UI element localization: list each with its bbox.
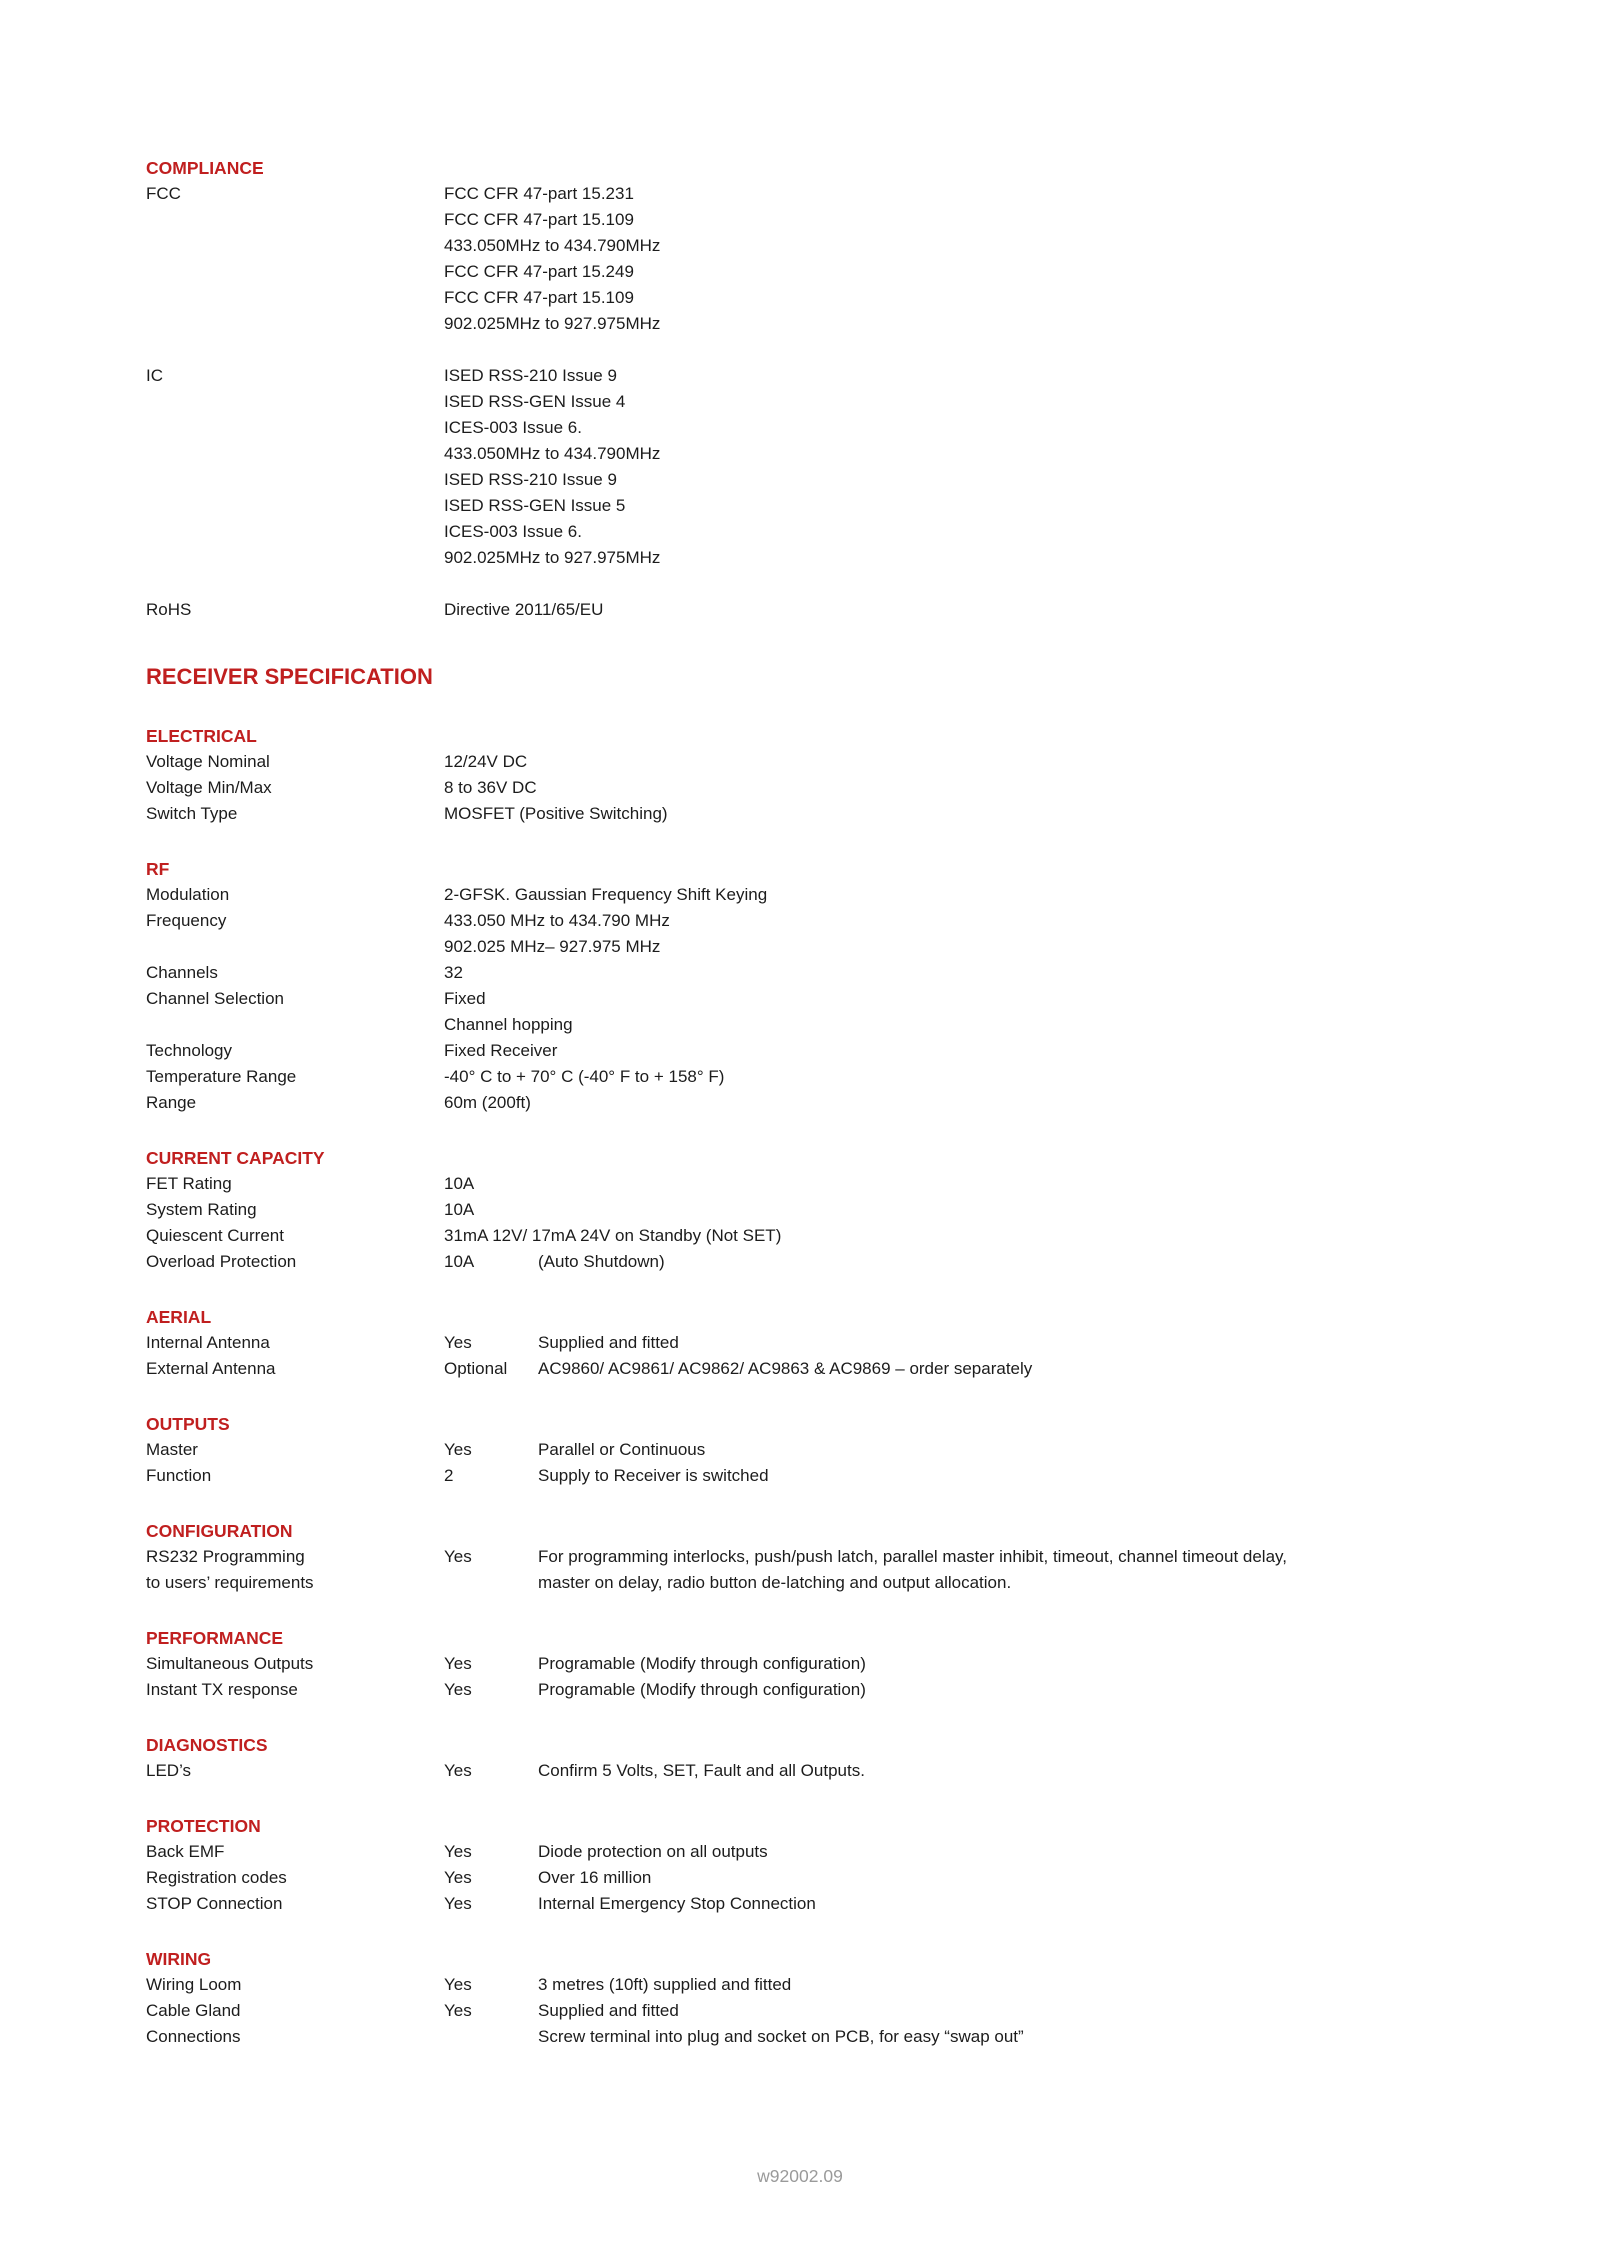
spec-row — [146, 233, 1550, 259]
spec-row — [146, 1197, 1550, 1223]
row-detail: Programable (Modify through configuration) — [538, 1654, 866, 1673]
section-performance — [146, 1625, 1550, 1703]
row-value: Yes — [444, 1654, 472, 1673]
row-value: -40° C to + 70° C (-40° F to + 158° F) — [444, 1067, 725, 1086]
row-label: FET Rating — [146, 1174, 232, 1193]
row-label: Instant TX response — [146, 1680, 298, 1699]
row-detail: Supply to Receiver is switched — [538, 1466, 769, 1485]
row-value: Channel hopping — [444, 1015, 573, 1034]
section-electrical — [146, 723, 1550, 827]
spec-row — [146, 1570, 1550, 1596]
row-value: 10A — [444, 1200, 475, 1219]
spec-row — [146, 1437, 1550, 1463]
spec-row — [146, 1463, 1550, 1489]
row-label: Cable Gland — [146, 2001, 241, 2020]
row-label: Master — [146, 1440, 198, 1459]
spec-row — [146, 882, 1550, 908]
row-label: RS232 Programming — [146, 1547, 305, 1566]
spec-row — [146, 207, 1550, 233]
section-heading: CONFIGURATION — [146, 1521, 293, 1541]
section-rf — [146, 856, 1550, 1116]
row-detail: master on delay, radio button de-latching and output allocation. — [538, 1573, 1012, 1592]
row-value: Directive 2011/65/EU — [444, 600, 604, 619]
row-label: Registration codes — [146, 1868, 287, 1887]
row-value: 31mA 12V/ 17mA 24V on Standby (Not SET) — [444, 1226, 782, 1245]
row-detail: 3 metres (10ft) supplied and fitted — [538, 1975, 792, 1994]
row-value: Fixed Receiver — [444, 1041, 558, 1060]
spec-row — [146, 545, 1550, 571]
row-label: System Rating — [146, 1200, 257, 1219]
row-value: FCC CFR 47-part 15.231 — [444, 184, 634, 203]
section-configuration — [146, 1518, 1550, 1596]
section-heading: WIRING — [146, 1949, 212, 1969]
row-value: ICES-003 Issue 6. — [444, 418, 582, 437]
section-heading-compliance: COMPLIANCE — [146, 158, 264, 178]
spec-row — [146, 960, 1550, 986]
row-value: FCC CFR 47-part 15.109 — [444, 210, 634, 229]
row-value: ISED RSS-210 Issue 9 — [444, 470, 617, 489]
spec-row — [146, 1651, 1550, 1677]
row-label: Range — [146, 1093, 197, 1112]
row-value: MOSFET (Positive Switching) — [444, 804, 668, 823]
row-value: Yes — [444, 1333, 472, 1352]
section-heading: PROTECTION — [146, 1816, 261, 1836]
row-detail: (Auto Shutdown) — [538, 1252, 665, 1271]
spec-row — [146, 1891, 1550, 1917]
row-label: to users’ requirements — [146, 1573, 314, 1592]
spec-row — [146, 1758, 1550, 1784]
row-label: IC — [146, 366, 163, 385]
row-label: Voltage Nominal — [146, 752, 270, 771]
document-content — [146, 155, 1550, 2050]
row-detail: Supplied and fitted — [538, 1333, 679, 1352]
section-outputs — [146, 1411, 1550, 1489]
spec-row — [146, 1064, 1550, 1090]
row-value: Yes — [444, 1975, 472, 1994]
row-label: Frequency — [146, 911, 227, 930]
spec-row — [146, 934, 1550, 960]
row-value: 433.050 MHz to 434.790 MHz — [444, 911, 670, 930]
row-value: Yes — [444, 1440, 472, 1459]
row-value: Fixed — [444, 989, 486, 1008]
row-label: Channels — [146, 963, 218, 982]
spec-row — [146, 1839, 1550, 1865]
spec-row — [146, 389, 1550, 415]
row-value: 60m (200ft) — [444, 1093, 531, 1112]
section-current-capacity — [146, 1145, 1550, 1275]
row-label: Overload Protection — [146, 1252, 297, 1271]
row-value: Yes — [444, 1842, 472, 1861]
row-value: 2-GFSK. Gaussian Frequency Shift Keying — [444, 885, 768, 904]
row-detail: Parallel or Continuous — [538, 1440, 706, 1459]
row-value: ISED RSS-210 Issue 9 — [444, 366, 617, 385]
row-label: Quiescent Current — [146, 1226, 284, 1245]
section-heading: DIAGNOSTICS — [146, 1735, 268, 1755]
spec-row — [146, 1972, 1550, 1998]
section-heading: ELECTRICAL — [146, 726, 257, 746]
row-detail: Internal Emergency Stop Connection — [538, 1894, 816, 1913]
spec-row — [146, 493, 1550, 519]
section-diagnostics — [146, 1732, 1550, 1784]
row-value: 32 — [444, 963, 463, 982]
row-detail: Supplied and fitted — [538, 2001, 679, 2020]
row-value: 2 — [444, 1466, 454, 1485]
spec-row — [146, 467, 1550, 493]
section-heading: AERIAL — [146, 1307, 212, 1327]
section-protection — [146, 1813, 1550, 1917]
row-detail: Programable (Modify through configuration) — [538, 1680, 866, 1699]
row-detail: Confirm 5 Volts, SET, Fault and all Outputs. — [538, 1761, 865, 1780]
spec-row — [146, 519, 1550, 545]
blank-line — [146, 571, 1550, 597]
row-value: FCC CFR 47-part 15.249 — [444, 262, 634, 281]
spec-row — [146, 285, 1550, 311]
row-value: ICES-003 Issue 6. — [444, 522, 582, 541]
spec-row — [146, 1330, 1550, 1356]
row-value: 902.025MHz to 927.975MHz — [444, 548, 661, 567]
row-value: 433.050MHz to 434.790MHz — [444, 444, 661, 463]
row-label: FCC — [146, 184, 181, 203]
row-label: Voltage Min/Max — [146, 778, 272, 797]
blank-line — [146, 337, 1550, 363]
spec-row — [146, 181, 1550, 207]
spec-row — [146, 986, 1550, 1012]
row-label: Modulation — [146, 885, 230, 904]
spec-row — [146, 775, 1550, 801]
row-value: 10A — [444, 1174, 475, 1193]
row-label: RoHS — [146, 600, 192, 619]
section-heading: OUTPUTS — [146, 1414, 230, 1434]
row-value: Yes — [444, 2001, 472, 2020]
row-label: Back EMF — [146, 1842, 225, 1861]
spec-row — [146, 1677, 1550, 1703]
row-label: External Antenna — [146, 1359, 276, 1378]
row-value: 902.025MHz to 927.975MHz — [444, 314, 661, 333]
row-detail: AC9860/ AC9861/ AC9862/ AC9863 & AC9869 – order separately — [538, 1359, 1033, 1378]
row-label: Internal Antenna — [146, 1333, 270, 1352]
spec-row — [146, 1090, 1550, 1116]
row-value: 902.025 MHz– 927.975 MHz — [444, 937, 661, 956]
spec-row — [146, 597, 1550, 623]
page-footer-document-number: w92002.09 — [757, 2166, 843, 2186]
row-value: ISED RSS-GEN Issue 5 — [444, 496, 626, 515]
spec-row — [146, 1223, 1550, 1249]
row-detail: Diode protection on all outputs — [538, 1842, 768, 1861]
row-value: 433.050MHz to 434.790MHz — [444, 236, 661, 255]
spec-row — [146, 801, 1550, 827]
row-detail: For programming interlocks, push/push latch, parallel master inhibit, timeout, channel timeout delay, — [538, 1547, 1287, 1566]
row-label: Function — [146, 1466, 212, 1485]
row-value: 12/24V DC — [444, 752, 528, 771]
row-value: Yes — [444, 1761, 472, 1780]
spec-row — [146, 1544, 1550, 1570]
row-label: Wiring Loom — [146, 1975, 242, 1994]
row-label: Connections — [146, 2027, 241, 2046]
row-detail: Over 16 million — [538, 1868, 652, 1887]
spec-row — [146, 415, 1550, 441]
row-value: 8 to 36V DC — [444, 778, 537, 797]
row-label: Channel Selection — [146, 989, 284, 1008]
row-label: LED’s — [146, 1761, 192, 1780]
section-heading: CURRENT CAPACITY — [146, 1148, 325, 1168]
row-value: Yes — [444, 1894, 472, 1913]
row-value: Optional — [444, 1359, 508, 1378]
spec-row — [146, 311, 1550, 337]
row-value: ISED RSS-GEN Issue 4 — [444, 392, 626, 411]
row-label: Technology — [146, 1041, 233, 1060]
spec-row — [146, 749, 1550, 775]
spec-row — [146, 1171, 1550, 1197]
row-value: 10A — [444, 1252, 475, 1271]
row-detail: Screw terminal into plug and socket on PCB, for easy “swap out” — [538, 2027, 1024, 2046]
row-label: Temperature Range — [146, 1067, 297, 1086]
spec-row — [146, 1038, 1550, 1064]
spec-row — [146, 259, 1550, 285]
section-wiring — [146, 1946, 1550, 2050]
spec-row — [146, 2024, 1550, 2050]
row-label: Simultaneous Outputs — [146, 1654, 314, 1673]
row-value: FCC CFR 47-part 15.109 — [444, 288, 634, 307]
spec-row — [146, 1998, 1550, 2024]
section-heading: RF — [146, 859, 170, 879]
spec-row — [146, 441, 1550, 467]
row-label: STOP Connection — [146, 1894, 283, 1913]
spec-row — [146, 1249, 1550, 1275]
spec-row — [146, 1865, 1550, 1891]
section-heading: PERFORMANCE — [146, 1628, 284, 1648]
spec-row — [146, 363, 1550, 389]
section-aerial — [146, 1304, 1550, 1382]
spec-row — [146, 1356, 1550, 1382]
spec-row — [146, 908, 1550, 934]
spec-row — [146, 1012, 1550, 1038]
row-label: Switch Type — [146, 804, 238, 823]
row-value: Yes — [444, 1680, 472, 1699]
row-value: Yes — [444, 1547, 472, 1566]
page-title: RECEIVER SPECIFICATION — [146, 664, 433, 689]
row-value: Yes — [444, 1868, 472, 1887]
